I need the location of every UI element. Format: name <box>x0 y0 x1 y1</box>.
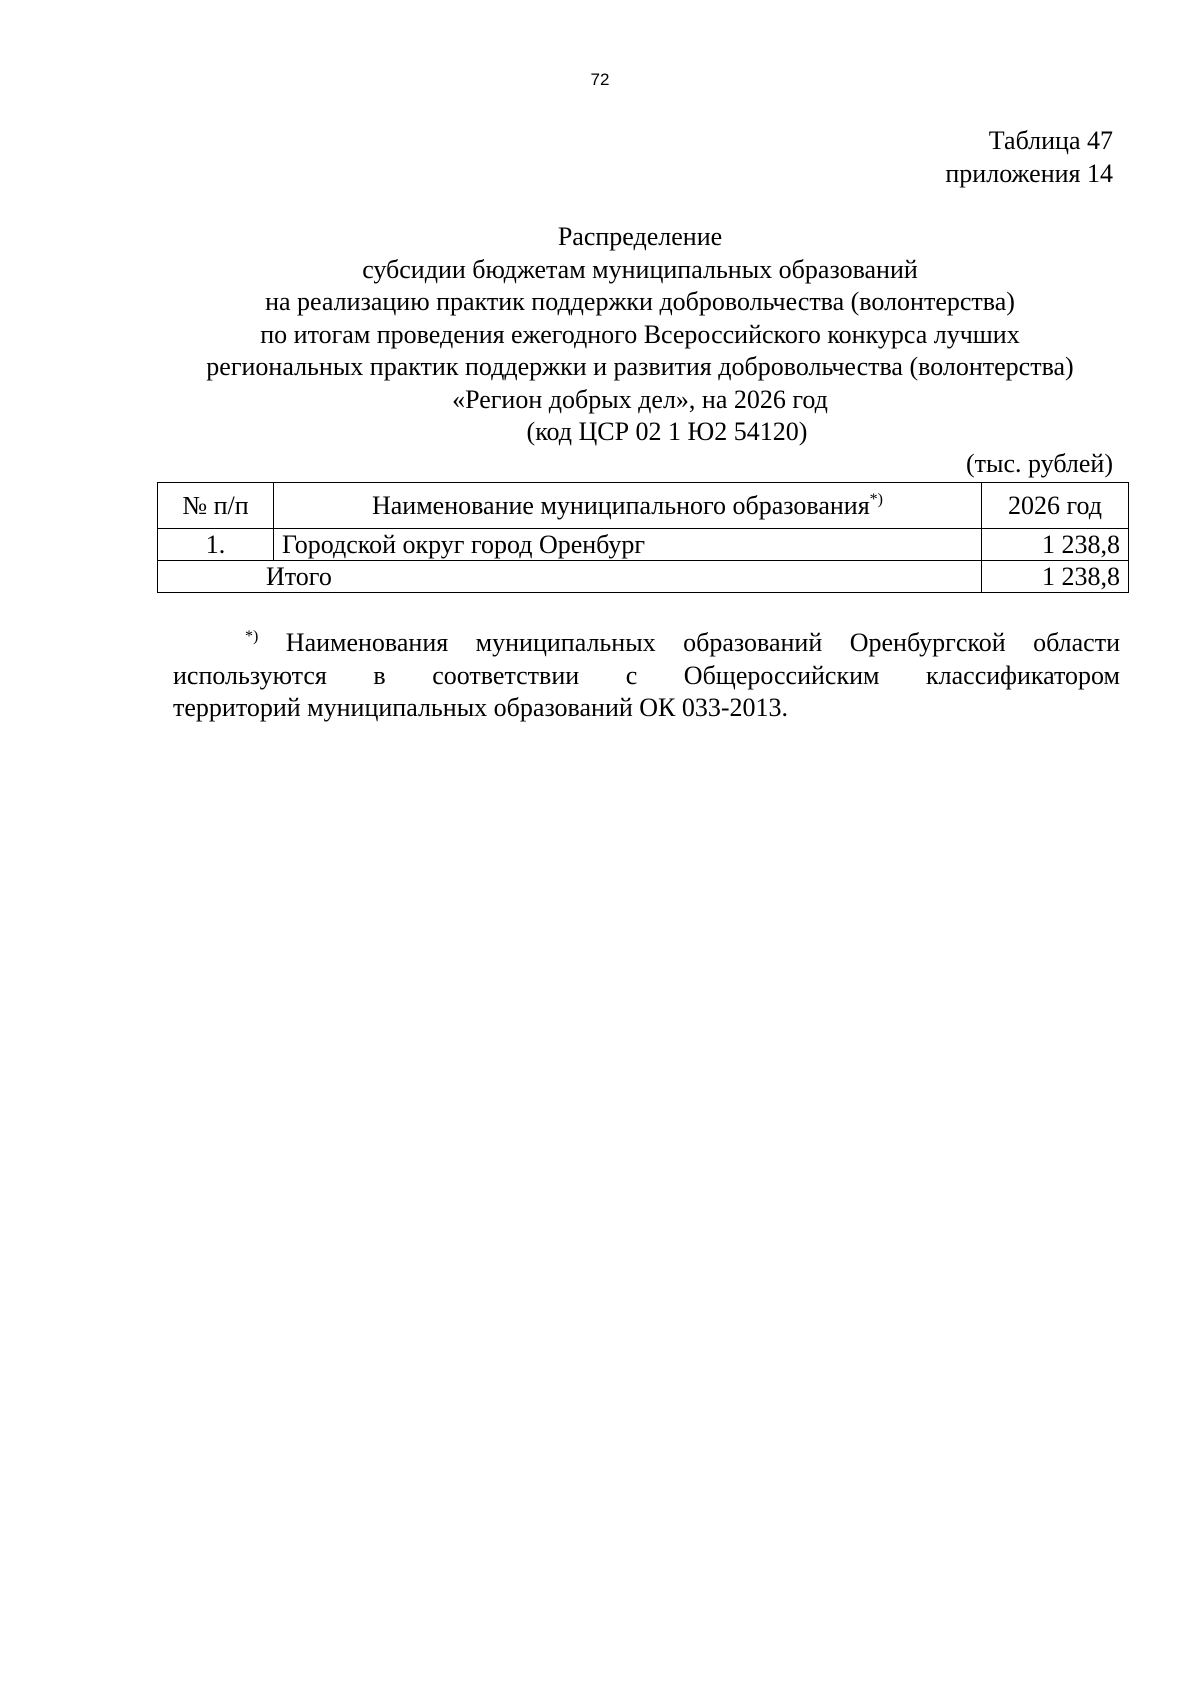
total-value: 1 238,8 <box>982 561 1129 593</box>
footnote-line-3: территорий муниципальных образований ОК 033-2013. <box>173 693 789 722</box>
heading-line-5: региональных практик поддержки и развития добровольчества (волонтерства) <box>206 352 1074 381</box>
table-header-row <box>158 483 1129 529</box>
heading-line-6: «Регион добрых дел», на 2026 год <box>452 384 828 414</box>
heading-line-1: Распределение <box>557 222 723 251</box>
table-number: Таблица 47 <box>988 126 1113 155</box>
table-reference <box>945 124 1113 190</box>
row-municipality: Городской округ город Оренбург <box>274 529 982 561</box>
header-number: № п/п <box>158 483 274 529</box>
heading-budget-code: (код ЦСР 02 1 Ю2 54120) <box>526 417 808 446</box>
table-total-row <box>158 561 1129 593</box>
footnote <box>173 627 1120 725</box>
page-number: 72 <box>590 70 610 89</box>
document-heading <box>160 221 1120 449</box>
footnote-line-2: используются в соответствии с Общероссийским классификатором <box>173 660 1120 690</box>
header-footnote-marker: *) <box>869 490 883 508</box>
footnote-line-1 <box>173 627 1120 660</box>
row-value: 1 238,8 <box>982 529 1129 561</box>
heading-line-3: на реализацию практик поддержки добровольчества (волонтерства) <box>265 287 1015 316</box>
heading-line-4: по итогам проведения ежегодного Всероссийского конкурса лучших <box>260 319 1020 349</box>
row-number: 1. <box>158 529 274 561</box>
units-label: (тыс. рублей) <box>965 449 1113 478</box>
header-year: 2026 год <box>982 483 1129 529</box>
header-municipality <box>274 483 982 529</box>
table-row <box>158 529 1129 561</box>
heading-line-2: субсидии бюджетам муниципальных образований <box>362 254 918 284</box>
distribution-table <box>157 482 1129 593</box>
header-municipality-label: Наименование муниципального образования <box>371 490 870 520</box>
footnote-marker: *) <box>245 628 259 645</box>
footnote-text-1: Наименования муниципальных образований Оренбургской области <box>285 628 1120 657</box>
appendix-number: приложения 14 <box>945 159 1113 188</box>
total-label: Итого <box>158 561 982 593</box>
